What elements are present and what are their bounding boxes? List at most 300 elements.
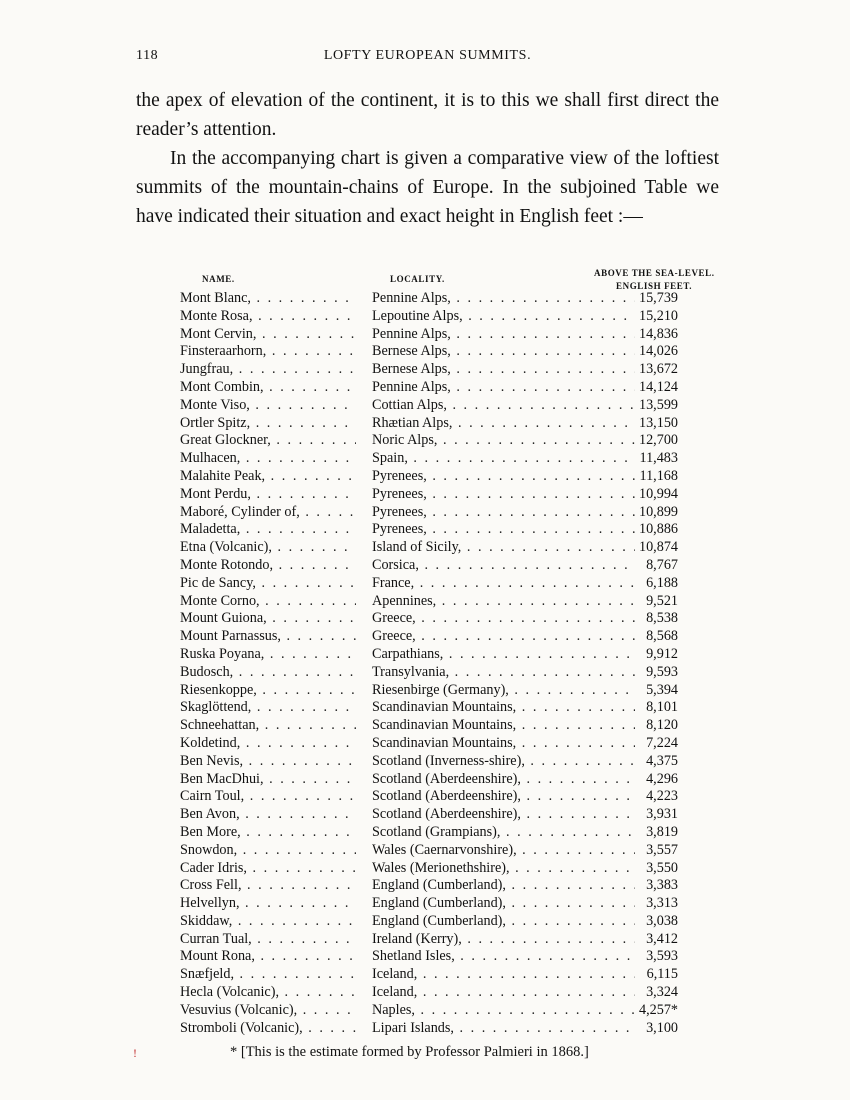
summit-locality	[372, 699, 635, 716]
summit-name	[180, 432, 356, 449]
summit-name-text: Jungfrau,	[180, 361, 234, 378]
summit-name-text: Skiddaw,	[180, 912, 233, 929]
summit-locality-text: Scotland (Aberdeenshire),	[372, 806, 521, 823]
table-row	[180, 593, 678, 611]
table-row	[180, 717, 678, 735]
summit-name-text: Finsteraarhorn,	[180, 343, 267, 360]
summit-height-text: 6,115	[646, 966, 678, 983]
summit-height-text: 4,375	[646, 752, 678, 769]
summit-locality-text: Riesenbirge (Germany),	[372, 681, 509, 698]
summit-locality-text: Scandinavian Mountains,	[372, 734, 517, 751]
summit-locality	[372, 895, 635, 912]
summit-name	[180, 984, 356, 1001]
summit-name-text: Riesenkoppe,	[180, 681, 257, 698]
summit-height	[635, 1002, 678, 1019]
summit-name	[180, 806, 356, 823]
summit-name-text: Snowdon,	[180, 841, 238, 858]
summit-height	[635, 753, 678, 770]
summit-height-text: 3,557	[646, 841, 678, 858]
summit-locality-text: Bernese Alps,	[372, 361, 451, 378]
summit-height	[635, 877, 678, 894]
summit-name	[180, 860, 356, 877]
summit-name	[180, 397, 356, 414]
summit-locality-text: Island of Sicily,	[372, 539, 462, 556]
summit-name	[180, 628, 356, 645]
summit-height	[635, 486, 678, 503]
column-header-name: NAME.	[202, 274, 235, 284]
summit-locality	[372, 717, 635, 734]
summit-locality-text: Pyrenees,	[372, 485, 427, 502]
summit-name	[180, 343, 356, 360]
summit-locality	[372, 379, 635, 396]
summit-height-text: 3,324	[646, 984, 678, 1001]
summit-locality-text: Corsica,	[372, 556, 419, 573]
table-row	[180, 308, 678, 326]
summit-height	[635, 575, 678, 592]
summit-height-text: 9,593	[646, 663, 678, 680]
summit-name-text: Great Glockner,	[180, 432, 271, 449]
table-row	[180, 860, 678, 878]
intro-paragraph-1: the apex of elevation of the continent, it is to this we shall first direct the reader’s attention.	[136, 90, 719, 140]
summit-name-text: Ben Avon,	[180, 806, 240, 823]
summit-name-text: Mount Parnassus,	[180, 628, 281, 645]
table-row	[180, 450, 678, 468]
summit-name-text: Cairn Toul,	[180, 788, 245, 805]
summit-name	[180, 753, 356, 770]
summit-height	[635, 717, 678, 734]
summit-name-text: Helvellyn,	[180, 895, 240, 912]
summit-name	[180, 290, 356, 307]
summit-locality	[372, 361, 635, 378]
summit-locality	[372, 806, 635, 823]
summit-name	[180, 682, 356, 699]
summit-locality-text: Pennine Alps,	[372, 290, 451, 306]
summit-height	[635, 343, 678, 360]
summit-locality	[372, 1020, 635, 1037]
summit-height-text: 7,224	[646, 734, 678, 751]
summit-name-text: Pic de Sancy,	[180, 574, 256, 591]
summit-locality-text: Iceland,	[372, 966, 418, 983]
summit-name	[180, 966, 356, 983]
summit-name	[180, 379, 356, 396]
summit-locality	[372, 450, 635, 467]
summit-locality-text: Wales (Merionethshire),	[372, 859, 510, 876]
summits-table	[180, 290, 678, 1037]
summit-locality	[372, 646, 635, 663]
summit-height-text: 10,874	[638, 539, 678, 556]
summit-height	[635, 326, 678, 343]
summit-height-text: 15,210	[638, 307, 678, 324]
summit-locality	[372, 593, 635, 610]
table-row	[180, 415, 678, 433]
table-row	[180, 290, 678, 308]
summit-name-text: Ortler Spitz,	[180, 414, 251, 431]
summit-name-text: Monte Viso,	[180, 396, 250, 413]
summit-height	[635, 895, 678, 912]
summit-height-text: 3,313	[646, 895, 678, 912]
summit-height-text: 12,700	[638, 432, 678, 449]
summit-locality	[372, 931, 635, 948]
table-row	[180, 771, 678, 789]
summit-height	[635, 308, 678, 325]
summit-locality-text: Wales (Caernarvonshire),	[372, 841, 517, 858]
summit-locality-text: Ireland (Kerry),	[372, 930, 462, 947]
summit-locality	[372, 753, 635, 770]
summit-height-text: 9,912	[646, 645, 678, 662]
table-row	[180, 326, 678, 344]
summit-locality-text: Rhætian Alps,	[372, 414, 453, 431]
summit-height-text: 3,038	[646, 912, 678, 929]
summit-height	[635, 504, 678, 521]
table-row	[180, 521, 678, 539]
table-row	[180, 877, 678, 895]
table-row	[180, 984, 678, 1002]
summit-height	[635, 984, 678, 1001]
summit-name-text: Mount Guiona,	[180, 610, 267, 627]
summit-locality	[372, 735, 635, 752]
summit-name	[180, 877, 356, 894]
summit-height	[635, 788, 678, 805]
summit-locality	[372, 610, 635, 627]
summit-height	[635, 379, 678, 396]
summit-locality-text: Scotland (Aberdeenshire),	[372, 770, 521, 787]
summit-height	[635, 468, 678, 485]
summit-height	[635, 610, 678, 627]
summit-height	[635, 966, 678, 983]
summit-height-text: 11,483	[639, 450, 678, 467]
summit-locality	[372, 1002, 635, 1019]
summit-locality-text: Pyrenees,	[372, 467, 427, 484]
margin-mark: !	[133, 1046, 137, 1060]
summit-height	[635, 432, 678, 449]
table-row	[180, 628, 678, 646]
summit-height-text: 9,521	[646, 592, 678, 609]
summit-height	[635, 860, 678, 877]
table-row	[180, 895, 678, 913]
summit-name	[180, 664, 356, 681]
summit-locality	[372, 664, 635, 681]
summit-locality-text: Lipari Islands,	[372, 1019, 454, 1036]
summit-height-text: 4,257*	[638, 1001, 678, 1018]
table-row	[180, 664, 678, 682]
summit-locality-text: Pennine Alps,	[372, 378, 451, 395]
summit-name-text: Stromboli (Volcanic),	[180, 1019, 303, 1036]
summit-locality	[372, 343, 635, 360]
summit-height	[635, 948, 678, 965]
summit-name-text: Etna (Volcanic),	[180, 539, 272, 556]
summit-locality	[372, 575, 635, 592]
summit-height	[635, 682, 678, 699]
summit-height-text: 14,124	[638, 378, 678, 395]
summit-height-text: 10,899	[638, 503, 678, 520]
summit-name	[180, 575, 356, 592]
summit-name-text: Schneehattan,	[180, 717, 260, 734]
summit-name	[180, 895, 356, 912]
intro-text	[136, 86, 719, 231]
summit-locality	[372, 984, 635, 1001]
summit-locality-text: Greece,	[372, 610, 416, 627]
summit-locality	[372, 308, 635, 325]
summit-height	[635, 931, 678, 948]
summit-height-text: 3,383	[646, 877, 678, 894]
table-row	[180, 913, 678, 931]
table-row	[180, 557, 678, 575]
summit-height-text: 8,120	[646, 717, 678, 734]
summit-locality-text: Scotland (Grampians),	[372, 823, 501, 840]
summit-height	[635, 539, 678, 556]
table-row	[180, 343, 678, 361]
summit-name-text: Maladetta,	[180, 521, 241, 538]
summit-height-text: 6,188	[646, 574, 678, 591]
summit-name	[180, 415, 356, 432]
summit-name-text: Malahite Peak,	[180, 467, 266, 484]
summit-height-text: 4,223	[646, 788, 678, 805]
summit-locality-text: Pyrenees,	[372, 503, 427, 520]
summit-locality-text: England (Cumberland),	[372, 912, 506, 929]
summit-name-text: Maboré, Cylinder of,	[180, 503, 300, 520]
summit-locality	[372, 948, 635, 965]
summit-height	[635, 824, 678, 841]
summit-locality-text: England (Cumberland),	[372, 895, 506, 912]
summit-height-text: 3,100	[646, 1019, 678, 1036]
summit-height	[635, 593, 678, 610]
table-row	[180, 486, 678, 504]
summit-name-text: Koldetind,	[180, 734, 241, 751]
column-header-height-1: ABOVE THE SEA-LEVEL.	[594, 268, 715, 278]
summit-height-text: 13,599	[638, 396, 678, 413]
summit-locality-text: France,	[372, 574, 415, 591]
summit-locality	[372, 397, 635, 414]
summit-name-text: Mulhacen,	[180, 450, 241, 467]
summit-height	[635, 771, 678, 788]
summit-locality-text: Bernese Alps,	[372, 343, 451, 360]
summit-locality	[372, 557, 635, 574]
summit-locality	[372, 415, 635, 432]
summit-locality-text: Spain,	[372, 450, 408, 467]
table-row	[180, 504, 678, 522]
summit-locality	[372, 468, 635, 485]
summit-name	[180, 913, 356, 930]
page-number: 118	[136, 48, 159, 63]
summit-name	[180, 361, 356, 378]
summit-locality-text: Transylvania,	[372, 663, 450, 680]
table-row	[180, 432, 678, 450]
summit-height	[635, 806, 678, 823]
summit-height	[635, 557, 678, 574]
intro-paragraph-2: In the accompanying chart is given a comparative view of the loftiest summits of the mountain-chains of Europe. In the subjoined Table we have indicated their situation and exact height in English feet :—	[136, 148, 719, 227]
table-row	[180, 1002, 678, 1020]
summit-name-text: Mont Cervin,	[180, 325, 257, 342]
summit-height	[635, 1020, 678, 1037]
summit-height-text: 5,394	[646, 681, 678, 698]
summit-height	[635, 290, 678, 307]
summit-height-text: 3,550	[646, 859, 678, 876]
table-row	[180, 1020, 678, 1038]
summit-name	[180, 450, 356, 467]
table-row	[180, 361, 678, 379]
column-header-locality: LOCALITY.	[390, 274, 445, 284]
summit-name-text: Mont Perdu,	[180, 485, 251, 502]
summit-height	[635, 628, 678, 645]
table-row	[180, 468, 678, 486]
summit-name	[180, 931, 356, 948]
summit-height	[635, 735, 678, 752]
summit-name	[180, 646, 356, 663]
table-row	[180, 735, 678, 753]
table-row	[180, 806, 678, 824]
summit-name-text: Curran Tual,	[180, 930, 252, 947]
summit-name-text: Mont Blanc,	[180, 290, 251, 306]
summit-name	[180, 771, 356, 788]
summit-name	[180, 308, 356, 325]
summit-locality	[372, 842, 635, 859]
summit-height-text: 3,412	[646, 930, 678, 947]
summit-locality-text: Iceland,	[372, 984, 418, 1001]
table-row	[180, 931, 678, 949]
summit-height-text: 14,836	[638, 325, 678, 342]
summit-locality-text: Naples,	[372, 1001, 415, 1018]
summit-height-text: 8,767	[646, 556, 678, 573]
summit-name-text: Skaglöttend,	[180, 699, 252, 716]
summit-locality-text: Greece,	[372, 628, 416, 645]
table-row	[180, 682, 678, 700]
footnote: * [This is the estimate formed by Professor Palmieri in 1868.]	[230, 1044, 589, 1060]
summit-height	[635, 397, 678, 414]
summit-locality-text: Apennines,	[372, 592, 437, 609]
summit-height-text: 3,819	[646, 823, 678, 840]
column-header-height-2: ENGLISH FEET.	[616, 281, 693, 291]
table-row	[180, 842, 678, 860]
summit-locality-text: Scandinavian Mountains,	[372, 717, 517, 734]
summit-locality	[372, 539, 635, 556]
summit-name-text: Monte Corno,	[180, 592, 260, 609]
summit-height	[635, 913, 678, 930]
summit-locality	[372, 290, 635, 307]
summit-height-text: 14,026	[638, 343, 678, 360]
summit-height	[635, 842, 678, 859]
summit-height-text: 15,739	[638, 290, 678, 306]
summit-height	[635, 450, 678, 467]
summit-name	[180, 557, 356, 574]
summit-locality	[372, 877, 635, 894]
summit-locality-text: England (Cumberland),	[372, 877, 506, 894]
summit-height	[635, 361, 678, 378]
summit-name	[180, 539, 356, 556]
summit-height-text: 8,568	[646, 628, 678, 645]
summit-locality	[372, 824, 635, 841]
summit-locality-text: Scotland (Aberdeenshire),	[372, 788, 521, 805]
summit-name-text: Monte Rosa,	[180, 307, 253, 324]
summit-locality	[372, 788, 635, 805]
summit-name	[180, 1020, 356, 1037]
summit-name-text: Ben More,	[180, 823, 241, 840]
summit-height-text: 8,101	[646, 699, 678, 716]
summit-name	[180, 948, 356, 965]
summit-height	[635, 646, 678, 663]
summit-locality-text: Shetland Isles,	[372, 948, 455, 965]
summit-height-text: 13,672	[638, 361, 678, 378]
summit-name	[180, 610, 356, 627]
summit-name	[180, 699, 356, 716]
summit-height-text: 3,931	[646, 806, 678, 823]
summit-locality	[372, 966, 635, 983]
table-row	[180, 539, 678, 557]
summit-name	[180, 717, 356, 734]
table-row	[180, 788, 678, 806]
summit-height	[635, 699, 678, 716]
summit-locality	[372, 486, 635, 503]
summit-name-text: Cross Fell,	[180, 877, 242, 894]
summit-name-text: Mont Combin,	[180, 378, 264, 395]
summit-locality	[372, 432, 635, 449]
summit-name-text: Cader Idris,	[180, 859, 247, 876]
summit-name	[180, 788, 356, 805]
summit-locality-text: Pyrenees,	[372, 521, 427, 538]
summit-name-text: Hecla (Volcanic),	[180, 984, 279, 1001]
summit-locality	[372, 913, 635, 930]
table-row	[180, 699, 678, 717]
summit-locality-text: Noric Alps,	[372, 432, 438, 449]
summit-name-text: Vesuvius (Volcanic),	[180, 1001, 298, 1018]
summit-height	[635, 664, 678, 681]
summit-height-text: 4,296	[646, 770, 678, 787]
summit-locality	[372, 521, 635, 538]
summit-name	[180, 326, 356, 343]
summit-height-text: 8,538	[646, 610, 678, 627]
table-row	[180, 575, 678, 593]
summit-name	[180, 1002, 356, 1019]
summit-height	[635, 521, 678, 538]
table-row	[180, 966, 678, 984]
summit-height	[635, 415, 678, 432]
summit-locality	[372, 504, 635, 521]
table-row	[180, 948, 678, 966]
summit-locality	[372, 682, 635, 699]
summit-name	[180, 486, 356, 503]
summit-name-text: Ben MacDhui,	[180, 770, 264, 787]
summit-name	[180, 735, 356, 752]
summit-locality	[372, 628, 635, 645]
table-row	[180, 397, 678, 415]
summit-height-text: 11,168	[639, 467, 678, 484]
summit-name-text: Ben Nevis,	[180, 752, 244, 769]
summit-locality-text: Cottian Alps,	[372, 396, 447, 413]
summit-locality-text: Scotland (Inverness-shire),	[372, 752, 525, 769]
summit-name	[180, 521, 356, 538]
summit-name	[180, 842, 356, 859]
table-row	[180, 646, 678, 664]
summit-height-text: 10,994	[638, 485, 678, 502]
summit-name-text: Mount Rona,	[180, 948, 255, 965]
summit-height-text: 10,886	[638, 521, 678, 538]
table-row	[180, 753, 678, 771]
table-row	[180, 824, 678, 842]
summit-name	[180, 468, 356, 485]
summit-name-text: Monte Rotondo,	[180, 556, 274, 573]
summit-locality-text: Scandinavian Mountains,	[372, 699, 517, 716]
summit-locality	[372, 860, 635, 877]
table-row	[180, 610, 678, 628]
summit-locality-text: Carpathians,	[372, 645, 444, 662]
summit-height-text: 13,150	[638, 414, 678, 431]
running-title: LOFTY EUROPEAN SUMMITS.	[323, 48, 532, 63]
summit-name	[180, 824, 356, 841]
summit-locality	[372, 326, 635, 343]
summit-height-text: 3,593	[646, 948, 678, 965]
summit-name-text: Budosch,	[180, 663, 234, 680]
summit-name	[180, 593, 356, 610]
summit-name-text: Ruska Poyana,	[180, 645, 265, 662]
